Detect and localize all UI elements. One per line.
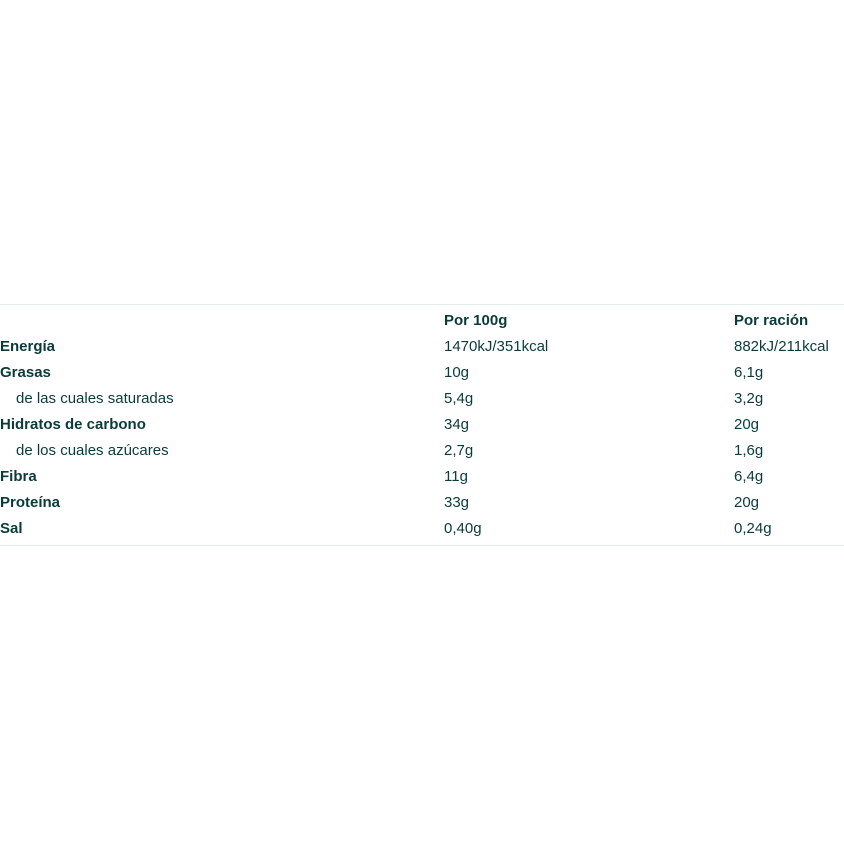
table-row-energia [0, 334, 844, 360]
table-row-saturadas [0, 386, 844, 412]
row-label: Proteína [0, 494, 61, 511]
row-value-per-serving: 6,1g [734, 364, 764, 381]
nutrition-table [0, 304, 844, 546]
row-value-per-100g: 33g [444, 494, 470, 511]
row-value-per-serving: 20g [734, 416, 760, 433]
row-value-per-100g: 34g [444, 416, 470, 433]
table-header-row [0, 308, 844, 334]
row-value-per-serving: 0,24g [734, 520, 772, 537]
row-value-per-serving: 6,4g [734, 468, 764, 485]
row-value-per-100g: 11g [444, 468, 468, 485]
header-per-100g: Por 100g [444, 312, 508, 329]
table-row-proteina [0, 490, 844, 516]
row-label: Hidratos de carbono [0, 416, 146, 433]
table-row-fibra [0, 464, 844, 490]
row-value-per-serving: 882kJ/211kcal [734, 338, 829, 355]
row-value-per-100g: 5,4g [444, 390, 474, 407]
row-value-per-100g: 1470kJ/351kcal [444, 338, 549, 355]
row-label: de los cuales azúcares [16, 442, 169, 459]
row-value-per-serving: 20g [734, 494, 760, 511]
table-row-hidratos [0, 412, 844, 438]
row-value-per-100g: 10g [444, 364, 470, 381]
row-label: de las cuales saturadas [16, 390, 174, 407]
row-label: Sal [0, 520, 23, 537]
header-per-serving: Por ración [734, 312, 809, 329]
row-label: Energía [0, 338, 56, 355]
row-value-per-serving: 3,2g [734, 390, 764, 407]
row-value-per-100g: 0,40g [444, 520, 482, 537]
table-row-sal [0, 516, 844, 542]
row-value-per-100g: 2,7g [444, 442, 474, 459]
row-label: Fibra [0, 468, 37, 485]
row-value-per-serving: 1,6g [734, 442, 764, 459]
table-row-grasas [0, 360, 844, 386]
table-row-azucares [0, 438, 844, 464]
row-label: Grasas [0, 364, 51, 381]
